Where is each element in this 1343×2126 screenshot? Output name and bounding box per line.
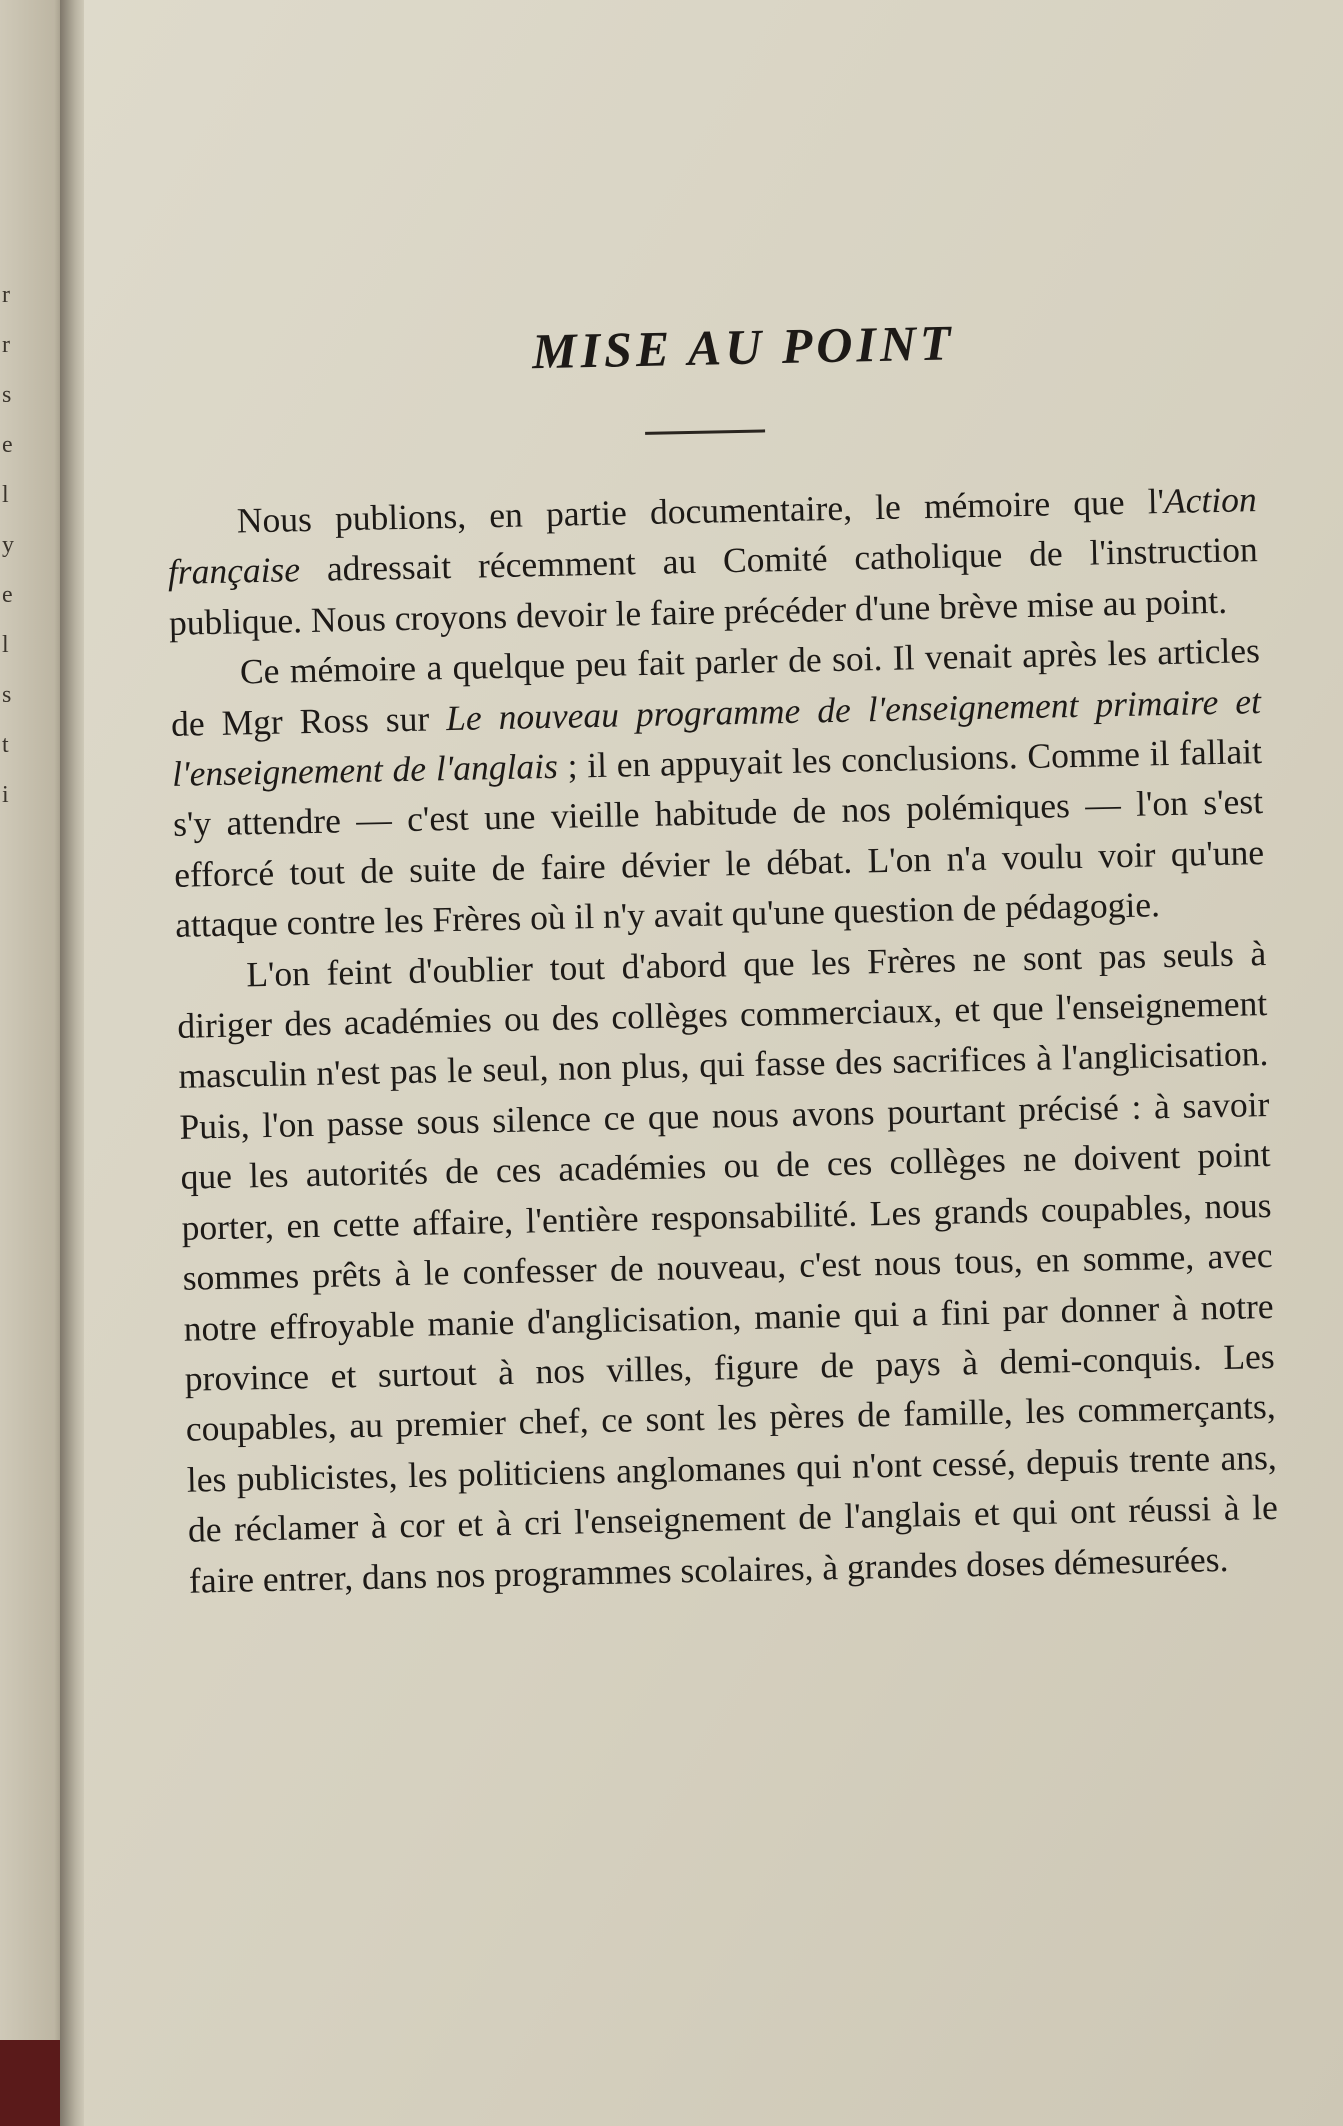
binding-edge	[0, 2040, 60, 2126]
margin-glyph: l	[2, 482, 9, 508]
title-divider	[645, 429, 765, 435]
paragraph	[166, 474, 1259, 648]
paragraph-text: Ce mémoire a quelque peu fait parler de soi. Il venait après les articles de Mgr Ross sur	[170, 630, 1261, 744]
article	[162, 267, 1289, 1606]
italic-title: Le nouveau programme de l'enseignement primaire et l'enseignement de l'anglais	[171, 680, 1262, 794]
paragraph	[170, 625, 1266, 950]
margin-glyph: s	[2, 382, 12, 408]
margin-glyph: s	[2, 682, 12, 708]
margin-glyph: r	[2, 282, 10, 308]
paragraph-text: ; il en appuyait les conclusions. Comme il fallait s'y attendre — c'est une vieille habitude de nos polémiques — l'on s'est efforcé tout de suite de faire dévier le débat. L'on n'a voulu voir qu'une attaque contre les Frères où il n'y avait qu'une question de pédagogie.	[172, 731, 1265, 946]
paragraph-text: adressait récemment au Comité catholique de l'instruction publique. Nous croyons devoir le faire précéder d'une brève mise au point.	[168, 529, 1259, 643]
article-title: MISE AU POINT	[531, 314, 956, 380]
margin-glyph: t	[2, 732, 9, 758]
facing-page-margin-text	[2, 270, 22, 820]
paragraph-text: Nous publions, en partie documentaire, le mémoire que l'	[236, 481, 1165, 541]
article-body	[166, 474, 1279, 1606]
margin-glyph: y	[2, 532, 14, 558]
facing-page-edge	[0, 0, 68, 2126]
paragraph-text: L'on feint d'oublier tout d'abord que les Frères ne sont pas seuls à diriger des académies ou des collèges commerciaux, et que l'enseignement masculin n'est pas le seul, non plus, qui fasse des sacrifices à l'anglicisation. Puis, l'on passe sous silence ce que nous avons pourtant précisé : à savoir que les autorités de ces académies ou de ces collèges ne doivent point porter, en cette affaire, l'entière responsabilité. Les grands coupables, nous sommes prêts à le confesser de nouveau, c'est nous tous, en somme, avec notre effroyable manie d'anglicisation, manie qui a fini par donner à notre province et surtout à nos villes, figure de pays à demi-conquis. Les coupables, au premier chef, ce sont les pères de famille, les commerçants, les publicistes, les politiciens anglomanes qui n'ont cessé, depuis trente ans, de réclamer à cor et à cri l'enseignement de l'anglais et qui ont réussi à le faire entrer, dans nos programmes scolaires, à grandes doses démesurées.	[176, 932, 1279, 1601]
margin-glyph: l	[2, 632, 9, 658]
book-gutter	[60, 0, 86, 2126]
margin-glyph: i	[2, 782, 9, 808]
italic-title: Action française	[167, 479, 1258, 593]
margin-glyph: e	[2, 432, 13, 458]
margin-glyph: e	[2, 582, 13, 608]
paragraph	[176, 928, 1279, 1606]
margin-glyph: r	[2, 332, 10, 358]
